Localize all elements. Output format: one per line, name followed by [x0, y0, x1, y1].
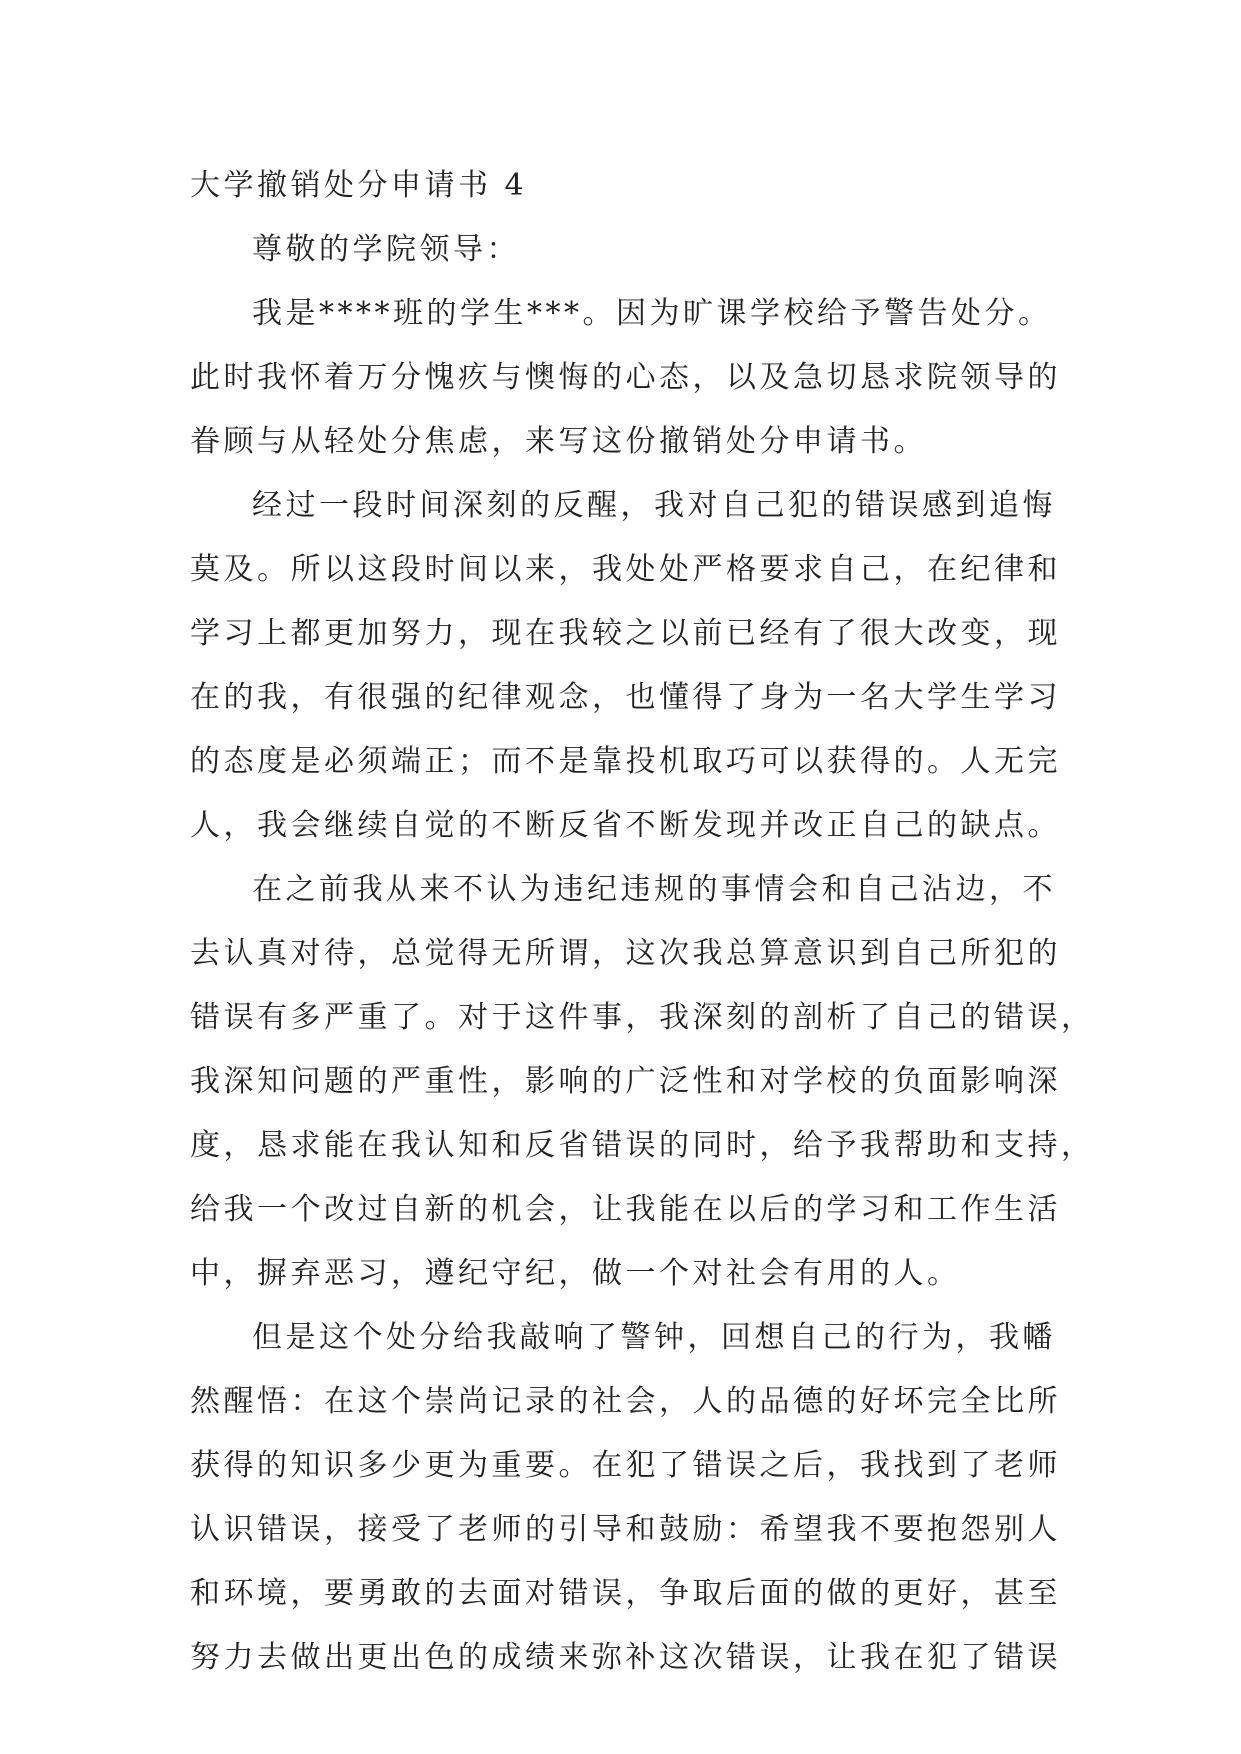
paragraph-line: 努力去做出更出色的成绩来弥补这次错误，让我在犯了错误	[190, 1640, 1061, 1675]
paragraph-line: 的态度是必须端正；而不是靠投机取巧可以获得的。人无完	[190, 744, 1061, 779]
paragraph-line: 在的我，有很强的纪律观念，也懂得了身为一名大学生学习	[190, 680, 1061, 715]
paragraph-line: 但是这个处分给我敲响了警钟，回想自己的行为，我幡	[252, 1320, 1056, 1355]
paragraph-line: 经过一段时间深刻的反醒，我对自己犯的错误感到追悔	[252, 488, 1056, 523]
paragraph-line: 认识错误，接受了老师的引导和鼓励：希望我不要抱怨别人	[190, 1512, 1061, 1547]
paragraph-line: 我深知问题的严重性，影响的广泛性和对学校的负面影响深	[190, 1064, 1061, 1099]
paragraph-line: 人，我会继续自觉的不断反省不断发现并改正自己的缺点。	[190, 808, 1061, 843]
paragraph-line: 学习上都更加努力，现在我较之以前已经有了很大改变，现	[190, 616, 1061, 651]
paragraph-line: 去认真对待，总觉得无所谓，这次我总算意识到自己所犯的	[190, 936, 1061, 971]
paragraph-line: 给我一个改过自新的机会，让我能在以后的学习和工作生活	[190, 1192, 1061, 1227]
document-title: 大学撤销处分申请书 4	[190, 168, 528, 203]
paragraph-line: 错误有多严重了。对于这件事，我深刻的剖析了自己的错误，	[190, 1000, 1095, 1035]
paragraph-line: 眷顾与从轻处分焦虑，来写这份撤销处分申请书。	[190, 424, 927, 459]
paragraph-line: 我是****班的学生***。因为旷课学校给予警告处分。	[252, 296, 1052, 331]
paragraph-line: 在之前我从来不认为违纪违规的事情会和自己沾边，不	[252, 872, 1056, 907]
paragraph-line: 然醒悟：在这个崇尚记录的社会，人的品德的好坏完全比所	[190, 1384, 1061, 1419]
paragraph	[190, 292, 1061, 484]
paragraph-line: 度，恳求能在我认知和反省错误的同时，给予我帮助和支持，	[190, 1128, 1095, 1163]
paragraph-line: 获得的知识多少更为重要。在犯了错误之后，我找到了老师	[190, 1448, 1061, 1483]
paragraph-line: 莫及。所以这段时间以来，我处处严格要求自己，在纪律和	[190, 552, 1061, 587]
paragraph-line: 和环境，要勇敢的去面对错误，争取后面的做的更好，甚至	[190, 1576, 1061, 1611]
paragraph	[190, 868, 1095, 1316]
paragraph-line: 中，摒弃恶习，遵纪守纪，做一个对社会有用的人。	[190, 1256, 961, 1291]
document-body	[190, 164, 1095, 1700]
paragraph	[190, 1316, 1061, 1700]
paragraph	[190, 484, 1061, 868]
paragraph-line: 此时我怀着万分愧疚与懊悔的心态，以及急切恳求院领导的	[190, 360, 1061, 395]
salutation: 尊敬的学院领导：	[252, 232, 520, 267]
